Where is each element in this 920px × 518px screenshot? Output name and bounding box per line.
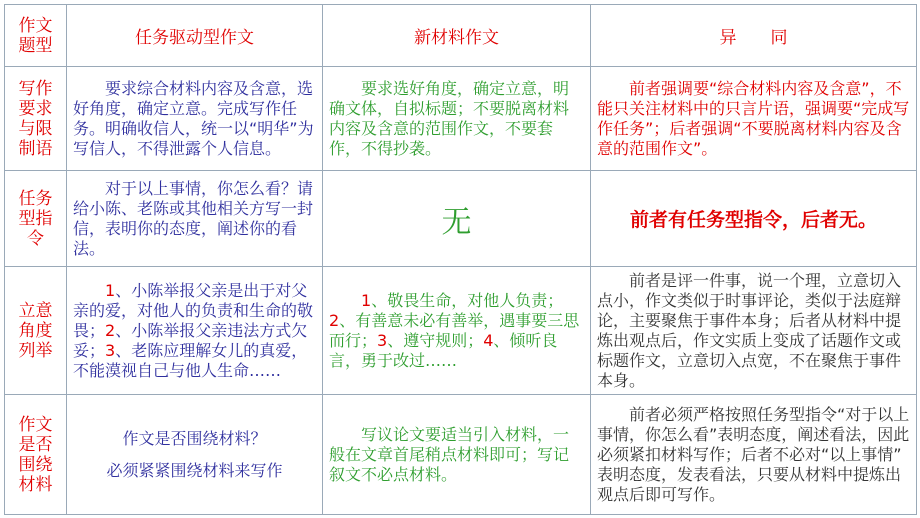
angle-text: 、老陈应理解女儿的真爱，不能漠视自己与他人生命…… (73, 340, 308, 380)
diff-material (591, 395, 917, 515)
row-label-angles (5, 267, 67, 395)
row-label-material (5, 395, 67, 515)
row-label-instruction (5, 171, 67, 267)
row-angles (5, 267, 917, 395)
new-requirements: 要求选好角度，确定立意，明确文体，自拟标题；不要脱离材料内容及含意的范围作文，不要套作，不得抄袭。 (323, 67, 591, 171)
angle-number: 1 (361, 290, 372, 310)
angle-text: 、遵守规则； (387, 330, 484, 350)
angle-number: 4 (483, 330, 494, 350)
row-label-text: 任务 型指 令 (18, 188, 53, 249)
header-task-driven: 任务驱动型作文 (67, 5, 323, 67)
row-label-requirements (5, 67, 67, 171)
header-diff: 异 同 (591, 5, 917, 67)
new-instruction: 无 (323, 171, 591, 267)
angle-number: 1 (105, 280, 116, 300)
task-requirements: 要求综合材料内容及含意，选好角度，确定立意。完成写作任务。明确收信人，统一以“明华”为写信人，不得泄露个人信息。 (67, 67, 323, 171)
header-new-material: 新材料作文 (323, 5, 591, 67)
angle-text: 、敬畏生命，对他人负责； (371, 290, 564, 310)
angle-number: 3 (377, 330, 388, 350)
task-angles (67, 267, 323, 395)
row-instruction (5, 171, 917, 267)
diff-angles-text: 前者是评一件事，说一个理，立意切入点小，作文类似于时事评论，类似于法庭辩论，主要聚焦于事件本身；后者从材料中提炼出观点后，作文实质上变成了话题作文或标题作文，立意切入点宽，不在聚焦于事件本身。 (597, 270, 902, 390)
task-material (67, 395, 323, 515)
header-type-text: 作文 题型 (18, 15, 53, 56)
header-row (5, 5, 917, 67)
diff-angles (591, 267, 917, 395)
diff-material-text: 前者必须严格按照任务型指令“对于以上事情，你怎么看”表明态度，阐述看法，因此必须紧扣材料写作；后者不必对“以上事情” 表明态度，发表看法，只要从材料中提炼出观点后即可写作。 (597, 404, 910, 504)
task-material-question: 作文是否围绕材料？ (122, 428, 267, 448)
new-material: 写议论文要适当引入材料，一般在文章首尾稍点材料即可；写记叙文不必点材料。 (323, 395, 591, 515)
angle-number: 2 (105, 320, 116, 340)
row-material (5, 395, 917, 515)
new-angles (323, 267, 591, 395)
row-label-text: 作文 是否 围绕 材料 (18, 414, 53, 495)
row-requirements (5, 67, 917, 171)
task-instruction: 对于以上事情，你怎么看？请给小陈、老陈或其他相关方写一封信，表明你的态度，阐述你的看法。 (67, 171, 323, 267)
angle-text: 、倾听良言，勇于改过…… (329, 330, 558, 370)
comparison-table (4, 4, 917, 515)
header-type (5, 5, 67, 67)
angle-text: 、小陈举报父亲违法方式欠妥； (73, 320, 308, 360)
diff-requirements: 前者强调要“综合材料内容及含意”，不能只关注材料中的只言片语，强调要“完成写作任务”；后者强调“不要脱离材料内容及含意的范围作文”。 (591, 67, 917, 171)
row-label-text: 写作 要求 与限 制语 (18, 78, 53, 159)
row-label-text: 立意 角度 列举 (18, 300, 53, 361)
task-material-answer: 必须紧紧围绕材料来写作 (106, 460, 283, 480)
angle-text: 、小陈举报父亲是出于对父亲的爱，对他人的负责和生命的敬畏； (73, 280, 314, 340)
angle-text: 、有善意未必有善举，遇事要三思而行； (329, 310, 580, 350)
diff-instruction: 前者有任务型指令，后者无。 (591, 171, 917, 267)
angle-number: 3 (105, 340, 116, 360)
angle-number: 2 (329, 310, 340, 330)
